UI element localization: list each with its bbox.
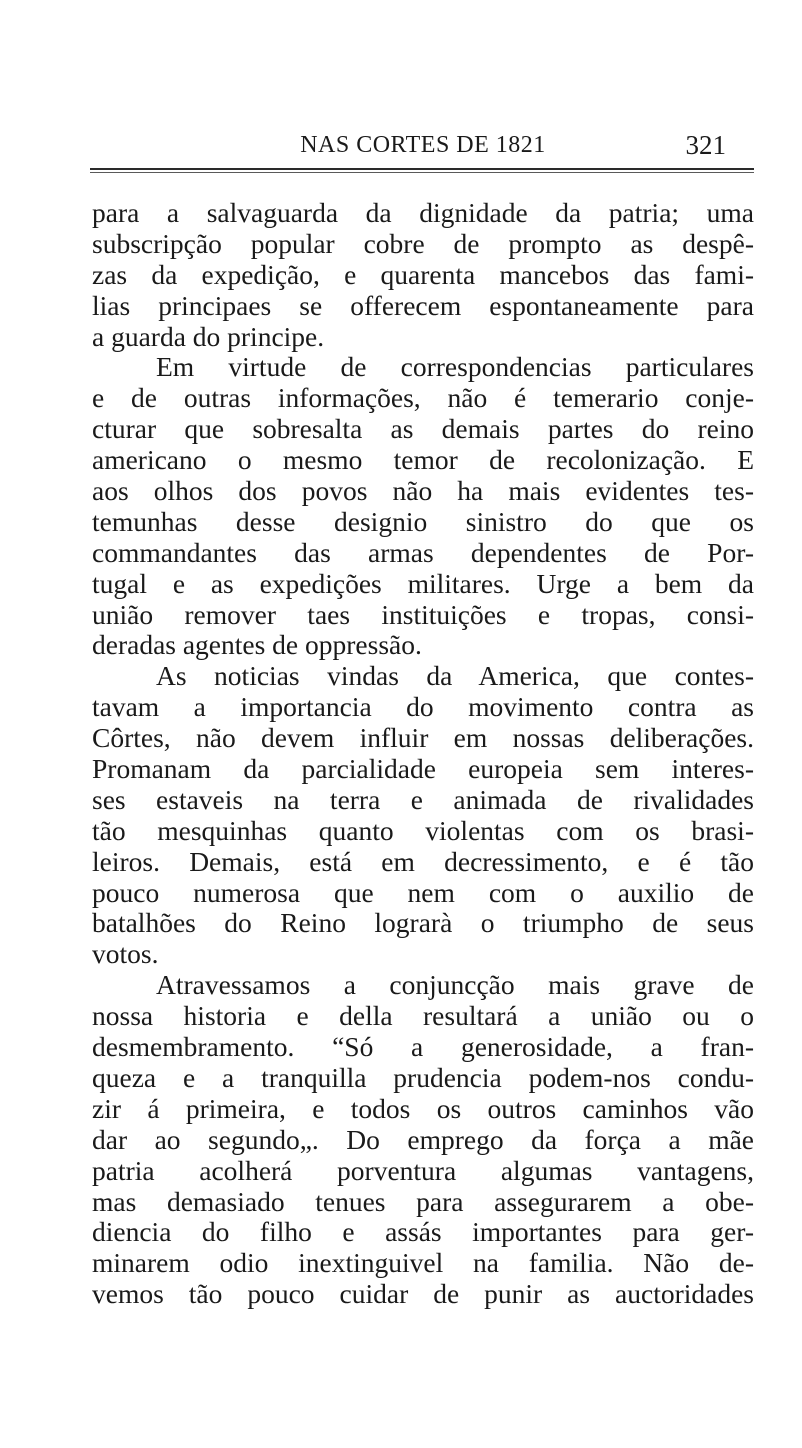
text-line: Côrtes, não devem influir em nossas deliberações.: [92, 722, 754, 754]
text-line: zas da expedição, e quarenta mancebos das fami-: [92, 258, 754, 290]
text-line: lias principaes se offerecem espontaneamente para: [92, 289, 754, 321]
text-line: temunhas desse designio sinistro do que os: [92, 505, 754, 537]
text-line: queza e a tranquilla prudencia podem-nos condu-: [92, 1061, 754, 1093]
text-line: união remover taes instituições e tropas, consi-: [92, 598, 754, 630]
page-number: 321: [685, 130, 726, 160]
text-line: para a salvaguarda da dignidade da patria; uma: [92, 197, 754, 228]
text-line: Atravessamos a conjuncção mais grave de: [156, 969, 754, 1001]
text-line: tugal e as expedições militares. Urge a bem da: [92, 567, 754, 599]
text-line: americano o mesmo temor de recolonização. E: [92, 444, 754, 476]
text-line: patria acolherá porventura algumas vantagens,: [92, 1154, 754, 1186]
text-line: pouco numerosa que nem com o auxilio de: [92, 876, 754, 908]
text-line: a guarda do principe.: [92, 320, 325, 352]
header-rule-secondary: [90, 172, 754, 173]
text-line: tão mesquinhas quanto violentas com os brasi-: [92, 814, 754, 846]
text-line: vemos tão pouco cuidar de punir as auctoridades: [92, 1278, 754, 1310]
text-line: Promanam da parcialidade europeia sem interes-: [92, 753, 754, 785]
text-line: leiros. Demais, está em decressimento, e é tão: [92, 845, 754, 877]
text-line: tavam a importancia do movimento contra as: [92, 691, 754, 723]
text-line: cturar que sobresalta as demais partes do reino: [92, 413, 754, 445]
text-line: Em virtude de correspondencias particulares: [156, 351, 754, 383]
text-line: ses estaveis na terra e animada de rivalidades: [92, 783, 754, 815]
running-title: NAS CORTES DE 1821: [300, 132, 546, 158]
body-text: [92, 198, 754, 1310]
text-line: e de outras informações, não é temerario conje-: [92, 382, 754, 414]
text-line: deradas agentes de oppressão.: [92, 629, 422, 661]
text-line: subscripção popular cobre de prompto as despê-: [92, 227, 754, 259]
text-line: nossa historia e della resultará a união ou o: [92, 1000, 754, 1032]
text-line: minarem odio inextinguivel na familia. Não de-: [92, 1247, 754, 1279]
text-line: batalhões do Reino lograrà o triumpho de seus: [92, 907, 754, 939]
text-line: diencia do filho e assás importantes para ger-: [92, 1216, 754, 1248]
header-rule: [90, 168, 754, 170]
text-line: zir á primeira, e todos os outros caminhos vão: [92, 1092, 754, 1124]
text-line: dar ao segundo„. Do emprego da força a mãe: [92, 1123, 754, 1155]
text-line: As noticias vindas da America, que contes-: [156, 660, 754, 692]
text-line: commandantes das armas dependentes de Por-: [92, 536, 754, 568]
text-line: votos.: [92, 938, 159, 970]
text-line: desmembramento. “Só a generosidade, a fran-: [92, 1031, 754, 1063]
text-line: mas demasiado tenues para assegurarem a obe-: [92, 1185, 754, 1217]
text-line: aos olhos dos povos não ha mais evidentes tes-: [92, 475, 754, 507]
running-head: [92, 128, 754, 168]
